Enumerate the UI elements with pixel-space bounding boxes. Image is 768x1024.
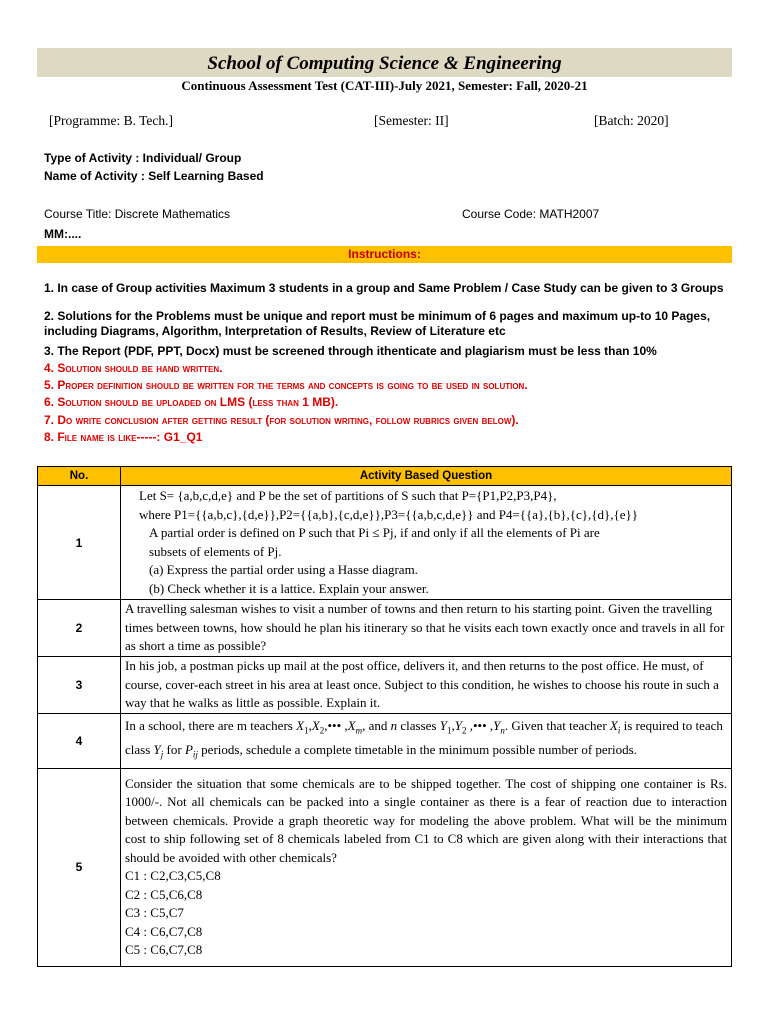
question-number: 1: [38, 486, 121, 600]
table-row: [38, 657, 732, 714]
q4-text-1: In a school, there are m teachers: [125, 718, 293, 734]
q5-chemical-c3: C3 : C5,C7: [125, 905, 184, 920]
q4-periods-math: $P_{ij}$: [184, 741, 198, 760]
q5-chemical-c5: C5 : C6,C7,C8: [125, 942, 203, 957]
q1-line-4: subsets of elements of Pj.: [149, 543, 282, 559]
q1-part-a: (a) Express the partial order using a Hasse diagram.: [149, 562, 418, 577]
q4-text-2: , and: [362, 718, 388, 734]
col-question-header: Activity Based Question: [121, 467, 732, 486]
test-subtitle: Continuous Assessment Test (CAT-III)-July 2021, Semester: Fall, 2020-21: [181, 78, 588, 93]
question-number: 2: [38, 600, 121, 657]
table-header-row: [38, 467, 732, 486]
instruction-6: 6. Solution should be uploaded on LMS (less than 1 MB).: [44, 395, 339, 409]
q4-text-8: periods, schedule a complete timetable in the minimum possible number of periods.: [201, 741, 637, 757]
table-row: [38, 768, 732, 966]
course-code: Course Code: MATH2007: [462, 207, 600, 221]
q5-text: Consider the situation that some chemicals are to be shipped together. The cost of shipping one container is Rs. 1000/-. Not all chemicals can be packed into a single container as there is a fear of reaction due to interaction between chemicals. Provide a graph theoretic way for modeling the above problem. What will be the minimum cost to ship following set of 8 chemicals labeled from C1 to C8 which are given along with their interactions that should be avoided with other chemicals?: [125, 775, 727, 865]
programme: [Programme: B. Tech.]: [49, 113, 174, 128]
question-4: [121, 713, 732, 768]
q1-line-2: where P1={{a,b,c},{d,e}},P2={{a,b},{c,d,e}},P3={{a,b,c,d,e}} and P4={{a},{b},{c},{d},{e}}: [139, 506, 638, 522]
q1-line-3: A partial order is defined on P such that Pi ≤ Pj, if and only if all the elements of Pi are: [149, 525, 600, 540]
instruction-5: 5. Proper definition should be written for the terms and concepts is going to be used in solution.: [44, 378, 528, 392]
question-table: [37, 466, 732, 967]
q4-teacher-i-math: $X_i$: [609, 718, 621, 736]
q5-chemical-c1: C1 : C2,C3,C5,C8: [125, 868, 221, 883]
question-5: [121, 768, 732, 966]
school-title: School of Computing Science & Engineering: [207, 53, 562, 74]
instructions-heading: Instructions:: [37, 246, 732, 263]
q4-text-3: n: [390, 718, 398, 734]
max-marks: MM:....: [44, 227, 82, 241]
q4-teachers-math: $X_1,X_2,•••$ $,X_m$: [296, 718, 363, 736]
question-3: In his job, a postman picks up mail at the post office, delivers it, and then returns to the post office. He must, of course, cover-each street in his area at least once. Subject to this condition, he wishes to choose his route in such a way that he walks as little as possible. Explain it.: [121, 657, 732, 714]
q1-part-b: (b) Check whether it is a lattice. Explain your answer.: [149, 580, 429, 596]
table-row: [38, 486, 732, 600]
batch: [Batch: 2020]: [594, 113, 669, 128]
table-row: [38, 600, 732, 657]
instruction-3: 3. The Report (PDF, PPT, Docx) must be screened through ithenticate and plagiarism must be less than 10%: [44, 344, 657, 358]
q5-chemical-c2: C2 : C5,C6,C8: [125, 886, 203, 902]
question-2: A travelling salesman wishes to visit a number of towns and then return to his starting point. Given the travelling times between towns, how should he plan his itinerary so that he visits each town exactly once and travels in all for as short a time as possible?: [121, 600, 732, 657]
instruction-2: 2. Solutions for the Problems must be unique and report must be minimum of 6 pages and maximum up-to 10 Pages, including Diagrams, Algorithm, Interpretation of Results, Review of Literature etc: [44, 309, 711, 338]
question-1: [121, 486, 732, 600]
q4-class-j-math: $Y_j$: [153, 741, 164, 760]
question-number: 5: [38, 768, 121, 966]
activity-name: Name of Activity : Self Learning Based: [44, 169, 264, 183]
question-number: 3: [38, 657, 121, 714]
instruction-8: 8. File name is like-----: G1_Q1: [44, 430, 203, 444]
instruction-7: 7. Do write conclusion after getting result (for solution writing, follow rubrics given below).: [44, 413, 519, 427]
course-title: Course Title: Discrete Mathematics: [44, 207, 231, 221]
table-row: [38, 713, 732, 768]
q4-classes-math: $Y_1,Y_2$ ,••• $,Y_n$: [439, 718, 505, 736]
q4-text-5: . Given that teacher: [504, 718, 607, 734]
activity-type: Type of Activity : Individual/ Group: [44, 151, 242, 165]
q4-text-7: for: [166, 741, 182, 757]
q4-text-4: classes: [400, 718, 437, 734]
instruction-1: 1. In case of Group activities Maximum 3 students in a group and Same Problem / Case Study can be given to 3 Groups: [44, 281, 724, 295]
q1-line-1: Let S= {a,b,c,d,e} and P be the set of partitions of S such that P={P1,P2,P3,P4},: [139, 488, 557, 503]
semester: [Semester: II]: [374, 113, 449, 128]
instruction-4: 4. Solution should be hand written.: [44, 361, 223, 375]
col-no-header: No.: [38, 467, 121, 486]
q5-chemical-c4: C4 : C6,C7,C8: [125, 923, 203, 939]
q4-text-6: is required to teach class: [125, 718, 723, 757]
question-number: 4: [38, 713, 121, 768]
